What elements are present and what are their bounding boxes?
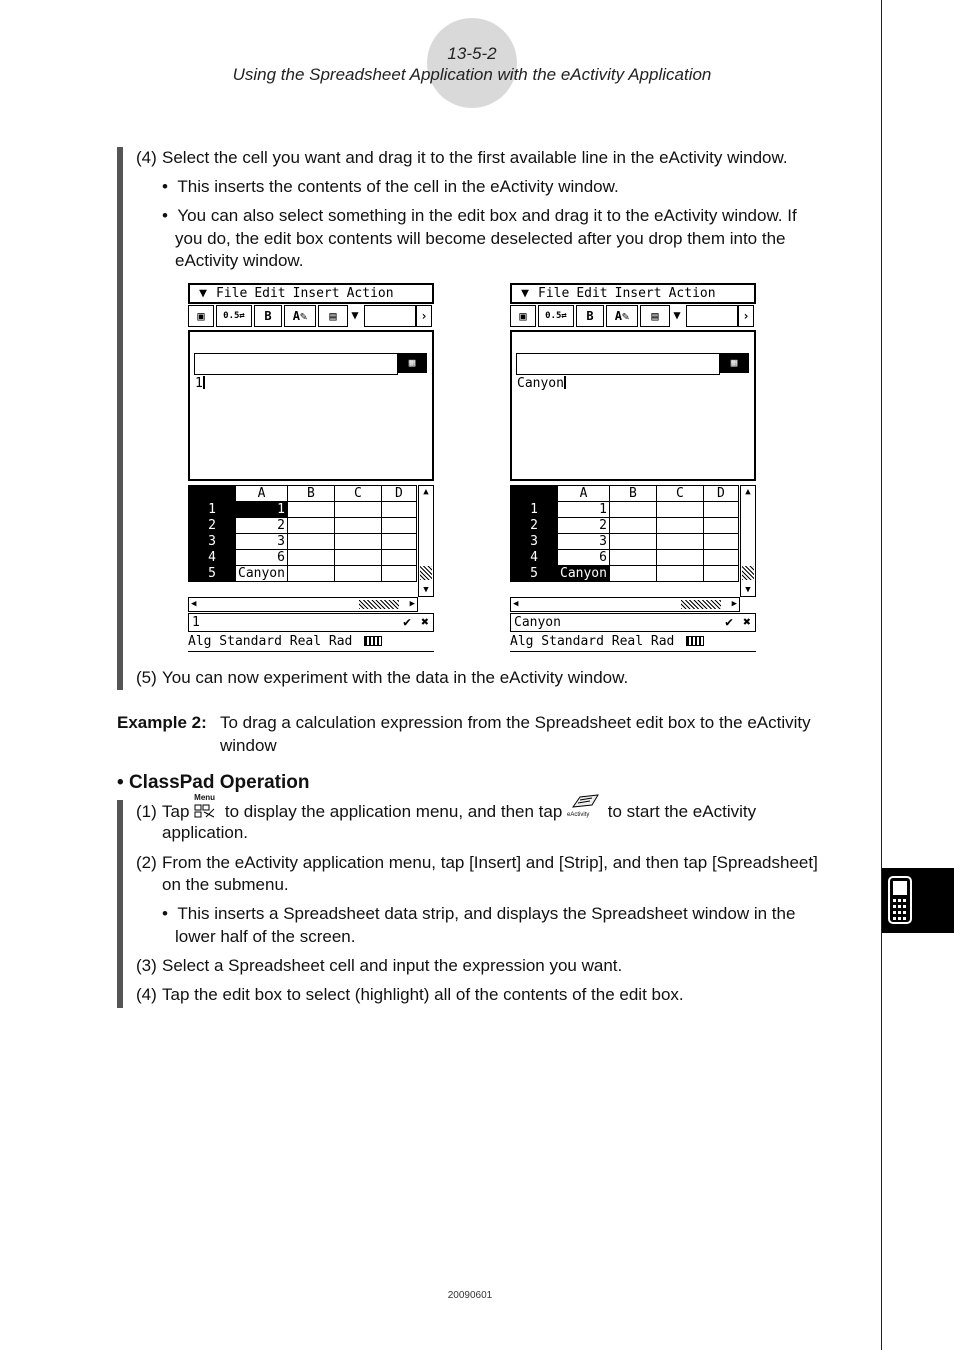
horizontal-scrollbar[interactable] xyxy=(188,597,418,612)
eactivity-content xyxy=(195,376,205,391)
menu-edit[interactable]: Edit xyxy=(576,286,608,301)
scroll-left-icon[interactable]: ◀ xyxy=(513,599,519,609)
cell-a2[interactable]: 2 xyxy=(236,518,288,534)
row-header[interactable]: 5 xyxy=(189,566,236,582)
scroll-left-icon[interactable]: ◀ xyxy=(191,599,197,609)
save-icon[interactable]: ▣ xyxy=(510,305,536,327)
eactivity-text: Canyon xyxy=(517,376,564,391)
table-row xyxy=(511,534,739,550)
battery-icon xyxy=(364,636,382,646)
menu-arrow-icon[interactable]: ▼ xyxy=(521,286,529,301)
table-row xyxy=(189,566,417,582)
status-bar xyxy=(188,633,434,652)
step-number: (4) xyxy=(136,148,157,167)
cell[interactable] xyxy=(334,518,381,534)
horizontal-scrollbar[interactable] xyxy=(510,597,740,612)
row-header[interactable]: 3 xyxy=(511,534,558,550)
table-row xyxy=(189,550,417,566)
menu-arrow-icon[interactable]: ▼ xyxy=(199,286,207,301)
scroll-down-icon[interactable]: ▼ xyxy=(745,585,751,595)
bullet-text: This inserts the contents of the cell in the eActivity window. xyxy=(177,177,619,196)
bullet-item: • You can also select something in the edit box and drag it to the eActivity window. If xyxy=(162,206,797,225)
cell[interactable] xyxy=(381,502,416,518)
step-3 xyxy=(136,954,622,977)
cell-a2[interactable]: 2 xyxy=(558,518,610,534)
cell[interactable] xyxy=(656,502,703,518)
edit-box[interactable] xyxy=(188,613,434,632)
cell[interactable] xyxy=(609,518,656,534)
font-style-icon[interactable]: A✎ xyxy=(606,305,638,327)
eactivity-input-line[interactable] xyxy=(194,353,398,375)
bullet-text-cont: lower half of the screen. xyxy=(175,927,356,946)
cell[interactable] xyxy=(703,566,738,582)
menu-insert[interactable]: Insert xyxy=(614,286,662,301)
table-row xyxy=(511,566,739,582)
menu-edit[interactable]: Edit xyxy=(254,286,286,301)
menu-icon-label: Menu xyxy=(194,793,216,802)
step-5 xyxy=(136,666,628,689)
bullet-text-cont: you do, the edit box contents will become deselected after you drop them into the xyxy=(175,229,786,248)
page-title: Using the Spreadsheet Application with the eActivity Application xyxy=(232,65,712,84)
step-text: Tap xyxy=(162,802,190,821)
cell[interactable] xyxy=(703,534,738,550)
toolbar-scroll-icon[interactable]: › xyxy=(416,305,432,327)
cell[interactable] xyxy=(287,534,334,550)
table-row xyxy=(511,550,739,566)
corner-cell xyxy=(511,486,558,502)
eactivity-content xyxy=(517,376,566,391)
example-text-cont: window xyxy=(220,736,277,755)
scroll-thumb[interactable] xyxy=(681,600,721,609)
step-1 xyxy=(136,793,757,823)
cell-a3[interactable]: 3 xyxy=(558,534,610,550)
column-header[interactable]: D xyxy=(703,486,738,502)
row-header[interactable]: 1 xyxy=(511,502,558,518)
step-number: (1) xyxy=(136,802,157,821)
step-number: (3) xyxy=(136,956,157,975)
cell-format-icon[interactable]: ▤ xyxy=(640,305,670,327)
row-header[interactable]: 5 xyxy=(511,566,558,582)
classpad-screen-right xyxy=(510,283,756,657)
toolbar-scroll-icon[interactable]: › xyxy=(738,305,754,327)
cell[interactable] xyxy=(381,550,416,566)
step-number: (2) xyxy=(136,853,157,872)
vertical-scrollbar[interactable] xyxy=(418,485,434,597)
cell[interactable] xyxy=(334,566,381,582)
cell[interactable] xyxy=(287,566,334,582)
bullet-text: You can also select something in the edit box and drag it to the eActivity window. If xyxy=(177,206,797,225)
cell-a5[interactable]: Canyon xyxy=(236,566,288,582)
check-icon[interactable]: ✔ xyxy=(725,615,733,630)
step-number: (5) xyxy=(136,668,157,687)
column-header[interactable]: A xyxy=(236,486,288,502)
bullet-text: This inserts a Spreadsheet data strip, and displays the Spreadsheet window in the xyxy=(177,904,796,923)
toolbar xyxy=(188,305,434,327)
menu-insert[interactable]: Insert xyxy=(292,286,340,301)
spreadsheet-table xyxy=(188,485,417,582)
step-text-cont: application. xyxy=(162,823,249,842)
spreadsheet-table xyxy=(510,485,739,582)
cancel-icon[interactable]: ✖ xyxy=(743,615,751,630)
cell-a1[interactable]: 1 xyxy=(236,502,288,518)
column-header[interactable]: D xyxy=(381,486,416,502)
row-header[interactable]: 4 xyxy=(189,550,236,566)
toolbar-field[interactable] xyxy=(364,305,416,327)
text-cursor xyxy=(203,376,205,389)
cell[interactable] xyxy=(656,518,703,534)
cell[interactable] xyxy=(334,502,381,518)
cell[interactable] xyxy=(656,566,703,582)
dropdown-arrow-icon[interactable]: ▼ xyxy=(673,308,681,322)
status-text: Alg Standard Real Rad xyxy=(510,634,675,649)
step-4b xyxy=(136,983,684,1006)
step-text: to display the application menu, and then tap xyxy=(224,802,563,821)
eactivity-icon-label: eActivity xyxy=(567,812,590,818)
menu-action[interactable]: Action xyxy=(668,286,716,301)
bold-button[interactable]: B xyxy=(576,305,604,327)
status-bar xyxy=(510,633,756,652)
corner-cell xyxy=(189,486,236,502)
bullet-item: • This inserts a Spreadsheet data strip, and displays the Spreadsheet window in the xyxy=(162,904,796,923)
table-row xyxy=(189,534,417,550)
procedure-bar xyxy=(117,800,123,1008)
heading-text: ClassPad Operation xyxy=(128,772,310,793)
cell-a4[interactable]: 6 xyxy=(236,550,288,566)
cell[interactable] xyxy=(287,518,334,534)
edit-box-value: 1 xyxy=(192,615,200,630)
bullet-item: • This inserts the contents of the cell in the eActivity window. xyxy=(162,177,619,196)
font-style-icon[interactable]: A✎ xyxy=(284,305,316,327)
step-2 xyxy=(136,851,818,874)
table-row xyxy=(511,518,739,534)
scroll-up-icon[interactable]: ▲ xyxy=(745,487,751,497)
save-icon[interactable]: ▣ xyxy=(188,305,214,327)
scroll-thumb[interactable] xyxy=(420,566,432,580)
page-number: 13-5-2 xyxy=(447,44,497,63)
text-cursor xyxy=(564,376,566,389)
cell-a5[interactable]: Canyon xyxy=(558,566,610,582)
row-header[interactable]: 2 xyxy=(511,518,558,534)
cell[interactable] xyxy=(334,550,381,566)
toolbar-field[interactable] xyxy=(686,305,738,327)
row-header[interactable]: 2 xyxy=(189,518,236,534)
edit-box-value: Canyon xyxy=(514,615,561,630)
vertical-scrollbar[interactable] xyxy=(740,485,756,597)
eactivity-text: 1 xyxy=(195,376,203,391)
scroll-thumb[interactable] xyxy=(742,566,754,580)
scroll-thumb[interactable] xyxy=(359,600,399,609)
step-text: Tap the edit box to select (highlight) all of the contents of the edit box. xyxy=(162,985,684,1004)
eactivity-icon xyxy=(567,799,603,821)
classpad-screen-left xyxy=(188,283,434,657)
scroll-right-icon[interactable]: ▶ xyxy=(731,599,737,609)
edit-box[interactable] xyxy=(510,613,756,632)
footer-code: 20090601 xyxy=(447,1290,493,1301)
cell-a1[interactable]: 1 xyxy=(558,502,610,518)
column-header[interactable]: B xyxy=(609,486,656,502)
margin-rule xyxy=(881,0,882,1350)
cell[interactable] xyxy=(703,502,738,518)
cell[interactable] xyxy=(287,550,334,566)
dropdown-arrow-icon[interactable]: ▼ xyxy=(351,308,359,322)
cell[interactable] xyxy=(381,566,416,582)
row-header[interactable]: 1 xyxy=(189,502,236,518)
scroll-right-icon[interactable]: ▶ xyxy=(409,599,415,609)
procedure-bar xyxy=(117,147,123,690)
scroll-down-icon[interactable]: ▼ xyxy=(423,585,429,595)
bold-button[interactable]: B xyxy=(254,305,282,327)
cell[interactable] xyxy=(609,566,656,582)
cell[interactable] xyxy=(381,534,416,550)
menu-file[interactable]: File xyxy=(216,286,248,301)
menu-icon xyxy=(194,793,220,819)
cell[interactable] xyxy=(287,502,334,518)
header-row xyxy=(189,486,417,502)
example-label: Example 2: xyxy=(117,713,207,732)
scroll-up-icon[interactable]: ▲ xyxy=(423,487,429,497)
eactivity-window[interactable] xyxy=(510,330,756,481)
header-row xyxy=(511,486,739,502)
eactivity-input-line[interactable] xyxy=(516,353,720,375)
battery-icon xyxy=(686,636,704,646)
column-header[interactable]: C xyxy=(656,486,703,502)
step-text: You can now experiment with the data in the eActivity window. xyxy=(162,668,629,687)
cell-format-icon[interactable]: ▤ xyxy=(318,305,348,327)
menu-file[interactable]: File xyxy=(538,286,570,301)
cell[interactable] xyxy=(703,518,738,534)
cell-a3[interactable]: 3 xyxy=(236,534,288,550)
step-text: From the eActivity application menu, tap [Insert] and [Strip], and then tap [Spreadsheet] xyxy=(162,853,818,872)
step-text: Select the cell you want and drag it to the first available line in the eActivity window. xyxy=(162,148,788,167)
check-icon[interactable]: ✔ xyxy=(403,615,411,630)
cell[interactable] xyxy=(609,550,656,566)
step-text: Select a Spreadsheet cell and input the expression you want. xyxy=(162,956,623,975)
menu-bar xyxy=(510,283,756,304)
menu-bar xyxy=(188,283,434,304)
section-heading: • ClassPad Operation xyxy=(117,772,310,793)
cell[interactable] xyxy=(656,534,703,550)
step-number: (4) xyxy=(136,985,157,1004)
cell[interactable] xyxy=(334,534,381,550)
menu-action[interactable]: Action xyxy=(346,286,394,301)
strip-icon[interactable]: ▦ xyxy=(397,353,427,373)
step-text: to start the eActivity xyxy=(607,802,757,821)
cell[interactable] xyxy=(609,534,656,550)
cell[interactable] xyxy=(656,550,703,566)
status-text: Alg Standard Real Rad xyxy=(188,634,353,649)
column-header[interactable]: C xyxy=(334,486,381,502)
number-format-icon[interactable]: 0.5⇄ xyxy=(216,305,252,327)
row-header[interactable]: 4 xyxy=(511,550,558,566)
calculator-icon xyxy=(885,875,915,925)
column-header[interactable]: A xyxy=(558,486,610,502)
cancel-icon[interactable]: ✖ xyxy=(421,615,429,630)
toolbar xyxy=(510,305,756,327)
column-header[interactable]: B xyxy=(287,486,334,502)
eactivity-window[interactable] xyxy=(188,330,434,481)
step-4 xyxy=(136,146,788,169)
cell[interactable] xyxy=(381,518,416,534)
table-row xyxy=(189,518,417,534)
bullet-text-cont: eActivity window. xyxy=(175,251,304,270)
example-text: To drag a calculation expression from the Spreadsheet edit box to the eActivity xyxy=(220,713,811,732)
row-header[interactable]: 3 xyxy=(189,534,236,550)
strip-icon[interactable]: ▦ xyxy=(719,353,749,373)
chapter-tab xyxy=(882,868,954,933)
cell[interactable] xyxy=(609,502,656,518)
number-format-icon[interactable]: 0.5⇄ xyxy=(538,305,574,327)
table-row xyxy=(189,502,417,518)
cell[interactable] xyxy=(703,550,738,566)
table-row xyxy=(511,502,739,518)
cell-a4[interactable]: 6 xyxy=(558,550,610,566)
step-text-cont: on the submenu. xyxy=(162,875,289,894)
